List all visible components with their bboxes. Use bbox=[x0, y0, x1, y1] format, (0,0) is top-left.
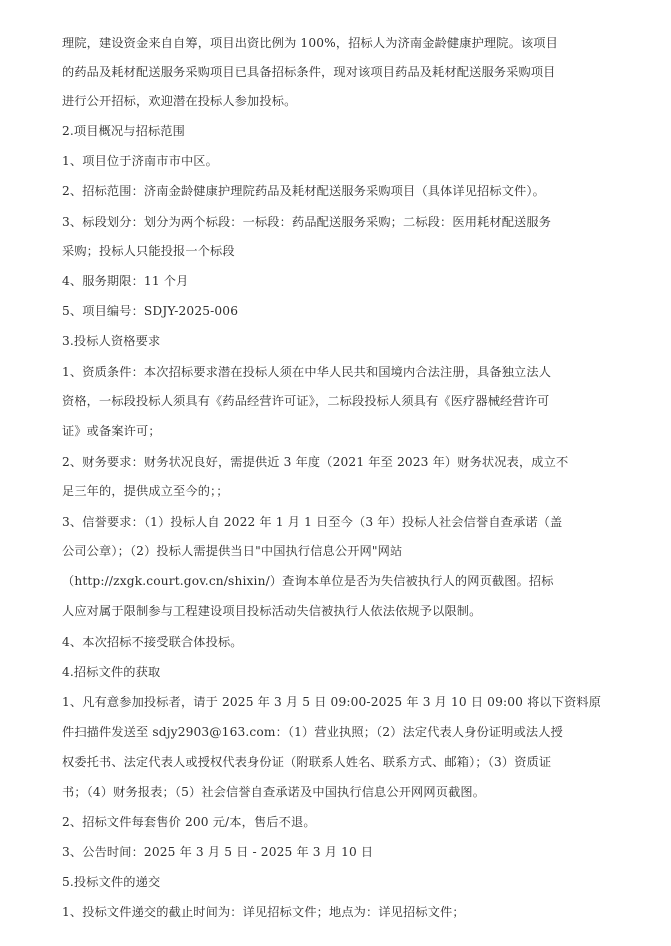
paragraph-line: 3、公告时间：2025 年 3 月 5 日 - 2025 年 3 月 10 日 bbox=[62, 845, 374, 859]
paragraph-line: 2、招标范围：济南金龄健康护理院药品及耗材配送服务采购项目（具体详见招标文件）。 bbox=[62, 184, 545, 198]
paragraph-line: 资格，一标段投标人须具有《药品经营许可证》，二标段投标人须具有《医疗器械经营许可 bbox=[62, 394, 550, 408]
paragraph-line: 书；（4）财务报表；（5）社会信誉自查承诺及中国执行信息公开网网页截图。 bbox=[62, 785, 486, 799]
paragraph-line: 件扫描件发送至 sdjy2903@163.com：（1）营业执照；（2）法定代表人身份证明或法人授 bbox=[62, 725, 563, 739]
paragraph-line: 人应对属于限制参与工程建设项目投标活动失信被执行人依法依规予以限制。 bbox=[62, 604, 482, 618]
paragraph-line: 4、服务期限：11 个月 bbox=[62, 274, 189, 288]
paragraph-line: 3、标段划分：划分为两个标段：一标段：药品配送服务采购；二标段：医用耗材配送服务 bbox=[62, 215, 552, 229]
paragraph-line: 公司公章）；（2）投标人需提供当日"中国执行信息公开网"网站 bbox=[62, 544, 403, 558]
section-heading: 4.招标文件的获取 bbox=[62, 665, 161, 679]
paragraph-line: （http://zxgk.court.gov.cn/shixin/）查询本单位是否为失信被执行人的网页截图。招标 bbox=[62, 574, 554, 588]
paragraph-line: 的药品及耗材配送服务采购项目已具备招标条件，现对该项目药品及耗材配送服务采购项目 bbox=[62, 65, 556, 79]
paragraph-line: 进行公开招标，欢迎潜在投标人参加投标。 bbox=[62, 94, 297, 108]
paragraph-line: 采购；投标人只能投报一个标段 bbox=[62, 244, 235, 258]
paragraph-line: 5、项目编号：SDJY-2025-006 bbox=[62, 304, 239, 318]
section-heading: 5.投标文件的递交 bbox=[62, 875, 161, 889]
paragraph-line: 1、投标文件递交的截止时间为：详见招标文件；地点为：详见招标文件； bbox=[62, 905, 465, 919]
paragraph-line: 2、财务要求：财务状况良好，需提供近 3 年度（2021 年至 2023 年）财务状况表，成立不 bbox=[62, 455, 569, 469]
paragraph-line: 4、本次招标不接受联合体投标。 bbox=[62, 635, 243, 649]
paragraph-line: 2、招标文件每套售价 200 元/本，售后不退。 bbox=[62, 815, 316, 829]
section-heading: 2.项目概况与招标范围 bbox=[62, 124, 185, 138]
paragraph-line: 1、项目位于济南市市中区。 bbox=[62, 154, 218, 168]
paragraph-line: 证》或备案许可； bbox=[62, 424, 161, 438]
paragraph-line: 足三年的，提供成立至今的；； bbox=[62, 484, 229, 498]
section-heading: 3.投标人资格要求 bbox=[62, 334, 161, 348]
paragraph-line: 1、凡有意参加投标者，请于 2025 年 3 月 5 日 09:00-2025 年 3 月 10 日 09:00 将以下资料原 bbox=[62, 695, 602, 709]
paragraph-line: 理院，建设资金来自自筹，项目出资比例为 100%，招标人为济南金龄健康护理院。该项目 bbox=[62, 36, 558, 50]
paragraph-line: 1、资质条件：本次招标要求潜在投标人须在中华人民共和国境内合法注册，具备独立法人 bbox=[62, 365, 552, 379]
paragraph-line: 3、信誉要求：（1）投标人自 2022 年 1 月 1 日至今（3 年）投标人社会信誉自查承诺（盖 bbox=[62, 515, 563, 529]
paragraph-line: 权委托书、法定代表人或授权代表身份证（附联系人姓名、联系方式、邮箱）；（3）资质证 bbox=[62, 755, 552, 769]
